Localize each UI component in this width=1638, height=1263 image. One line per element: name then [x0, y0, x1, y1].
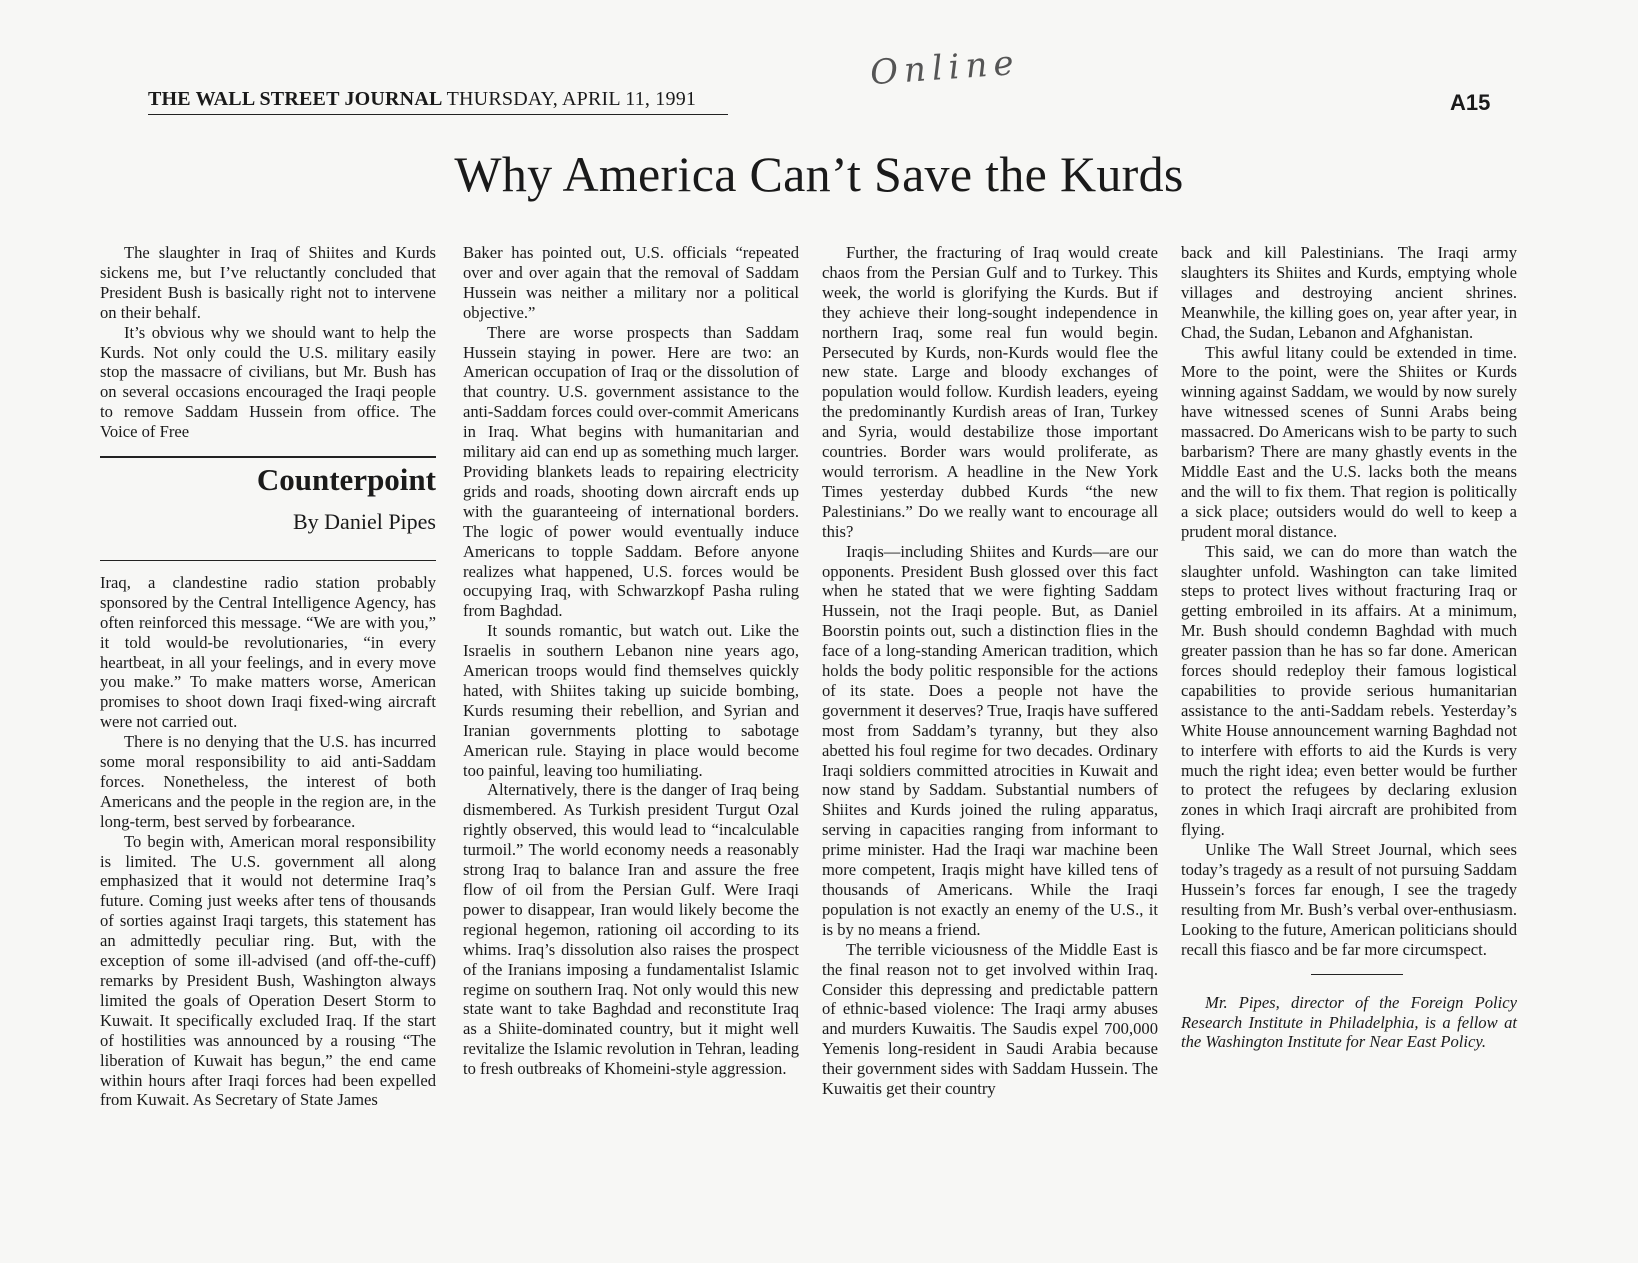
- handwritten-annotation: Online: [868, 42, 1021, 94]
- paragraph: To begin with, American moral responsibility is limited. The U.S. government all along emphasized that it would not determine Iraq’s future. Coming just weeks after tens of thousands of sorties against Iraqi targets, this statement has an admittedly peculiar ring. But, with the exception of some ill-advised (and off-the-cuff) remarks by President Bush, Washington always limited the goals of Operation Desert Storm to Kuwait. It specifically excluded Iraq. If the start of hostilities was announced by a rousing “The liberation of Kuwait has begun,” the end came within hours after Iraqi forces had been expelled from Kuwait. As Secretary of State James: [100, 831, 436, 1110]
- page-number: A15: [1450, 90, 1491, 115]
- paragraph: The slaughter in Iraq of Shiites and Kurds sickens me, but I’ve reluctantly concluded that President Bush is basically right not to intervene on their behalf.: [100, 243, 436, 322]
- author-bio: Mr. Pipes, director of the Foreign Policy Research Institute in Philadelphia, is a fellow at the Washington Institute for Near East Policy.: [1181, 992, 1517, 1052]
- headline: Why America Can’t Save the Kurds: [454, 146, 1184, 202]
- paragraph: Unlike The Wall Street Journal, which sees today’s tragedy as a result of not pursuing Saddam Hussein’s forces far enough, I see the tragedy resulting from Mr. Bush’s verbal over-enthusiasm. Looking to the future, American politicians should recall this fiasco and be far more circumspect.: [1181, 840, 1517, 959]
- masthead-date: THURSDAY, APRIL 11, 1991: [446, 88, 697, 110]
- paragraph: Baker has pointed out, U.S. officials “repeated over and over again that the removal of Saddam Hussein was neither a military nor a political objective.”: [463, 243, 799, 322]
- paragraph: This awful litany could be extended in time. More to the point, were the Shiites or Kurds winning against Saddam, we would by now surely have witnessed scenes of Sunni Arabs being massacred. Do Americans wish to be party to such barbarism? There are many ghastly events in the Middle East and the U.S. lacks both the means and the will to fix them. That region is politically a sick place; outsiders would do well to keep a prudent moral distance.: [1181, 342, 1517, 541]
- column-4: [1181, 243, 1517, 1052]
- paragraph: Iraq, a clandestine radio station probably sponsored by the Central Intelligence Agency, has often reinforced this message. “We are with you,” it told would-be revolutionaries, “in every heartbeat, in all your feelings, and in every move you make.” To make matters worse, American promises to shoot down Iraqi fixed-wing aircraft were not carried out.: [100, 572, 436, 732]
- column-3: [822, 243, 1158, 1099]
- column-1: [100, 243, 436, 1110]
- counterpoint-box: [100, 456, 436, 561]
- paragraph: There are worse prospects than Saddam Hussein staying in power. Here are two: an American occupation of Iraq or the dissolution of that country. U.S. government assistance to the anti-Saddam forces could over-commit Americans in Iraq. What begins with humanitarian and military aid can end up as something much larger. Providing blankets leads to repairing electricity grids and roads, shooting down aircraft ends up with the guaranteeing of international borders. The logic of power would eventually induce Americans to topple Saddam. Before anyone realizes what happened, U.S. forces would be occupying Iraq, with Schwarzkopf Pasha ruling from Baghdad.: [463, 322, 799, 621]
- byline: By Daniel Pipes: [293, 508, 436, 534]
- paragraph: There is no denying that the U.S. has incurred some moral responsibility to aid anti-Saddam forces. Nonetheless, the interest of both Americans and the people in the region are, in the long-term, best served by forbearance.: [100, 732, 436, 831]
- paragraph: back and kill Palestinians. The Iraqi army slaughters its Shiites and Kurds, emptying whole villages and destroying ancient shrines. Meanwhile, the killing goes on, year after year, in Chad, the Sudan, Lebanon and Afghanistan.: [1181, 243, 1517, 342]
- paragraph: It sounds romantic, but watch out. Like the Israelis in southern Lebanon nine years ago, American troops would find themselves quickly hated, with Shiites taking up suicide bombing, Kurds resuming their rebellion, and Syrian and Iranian governments plotting to sabotage American rule. Staying in place would become too painful, leaving too humiliating.: [463, 621, 799, 780]
- paragraph: Alternatively, there is the danger of Iraq being dismembered. As Turkish president Turgut Ozal rightly observed, this would lead to “incalculable turmoil.” The world economy needs a reasonably strong Iraq to balance Iran and assure the free flow of oil from the Persian Gulf. Were Iraqi power to disappear, Iran would likely become the regional hegemon, rationing oil according to its whims. Iraq’s dissolution also raises the prospect of the Iranians imposing a fundamentalist Islamic regime on southern Iraq. Not only would this new state want to take Baghdad and reconstitute Iraq as a Shiite-dominated country, but it might well revitalize the Islamic revolution in Tehran, leading to fresh outbreaks of Khomeini-style aggression.: [463, 780, 799, 1079]
- paragraph: Iraqis—including Shiites and Kurds—are our opponents. President Bush glossed over this fact when he stated that we were fighting Saddam Hussein, not the Iraqi people. But, as Daniel Boorstin points out, such a distinction flies in the face of a long-standing American tradition, which holds the body politic responsible for the actions of its state. Does a people not have the government it deserves? True, Iraqis have suffered most from Saddam’s tyranny, but they also abetted his foul regime for two decades. Ordinary Iraqi soldiers committed atrocities in Kuwait and now stand by Saddam. Substantial numbers of Shiites and Kurds joined the ruling apparatus, serving in capacities ranging from informant to prime minister. Had the Iraqi war machine been more competent, Iraqis might have killed tens of thousands of Americans. While the Iraqi population is not exactly an enemy of the U.S., it is by no means a friend.: [822, 541, 1158, 939]
- masthead-paper: THE WALL STREET JOURNAL: [148, 88, 442, 110]
- paragraph: The terrible viciousness of the Middle East is the final reason not to get involved within Iraq. Consider this depressing and predictable pattern of ethnic-based violence: The Iraqi army abuses and murders Kuwaitis. The Saudis expel 700,000 Yemenis long-resident in Saudi Arabia because their government sides with Saddam Hussein. The Kuwaitis get their country: [822, 939, 1158, 1099]
- masthead: [148, 88, 728, 115]
- column-label: Counterpoint: [256, 462, 436, 498]
- paragraph: It’s obvious why we should want to help the Kurds. Not only could the U.S. military easily stop the massacre of civilians, but Mr. Bush has on several occasions encouraged the Iraqi people to remove Saddam Hussein from office. The Voice of Free: [100, 322, 436, 442]
- paragraph: Further, the fracturing of Iraq would create chaos from the Persian Gulf and to Turkey. This week, the world is glorifying the Kurds. But if they achieve their long-sought independence in northern Iraq, some real fun would begin. Persecuted by Kurds, non-Kurds would flee the new state. Large and bloody exchanges of population would follow. Kurdish leaders, eyeing the predominantly Kurdish areas of Iran, Turkey and Syria, would destabilize those important countries. Border wars would proliferate, as would terrorism. A headline in the New York Times yesterday dubbed Kurds “the new Palestinians.” Do we really want to encourage all this?: [822, 243, 1158, 541]
- column-2: [463, 243, 799, 1079]
- paragraph: This said, we can do more than watch the slaughter unfold. Washington can take limited steps to protect lives without fracturing Iraq or getting embroiled in its affairs. At a minimum, Mr. Bush should condemn Baghdad with much greater passion than he has so far done. American forces should redeploy their famous logistical capabilities to provide serious humanitarian assistance to the anti-Saddam rebels. Yesterday’s White House announcement warning Baghdad not to interfere with efforts to aid the Kurds is very much the right idea; even better would be further to protect the refugees by declaring exlusion zones in which Iraqi aircraft are prohibited from flying.: [1181, 541, 1517, 840]
- section-divider: [1311, 974, 1403, 975]
